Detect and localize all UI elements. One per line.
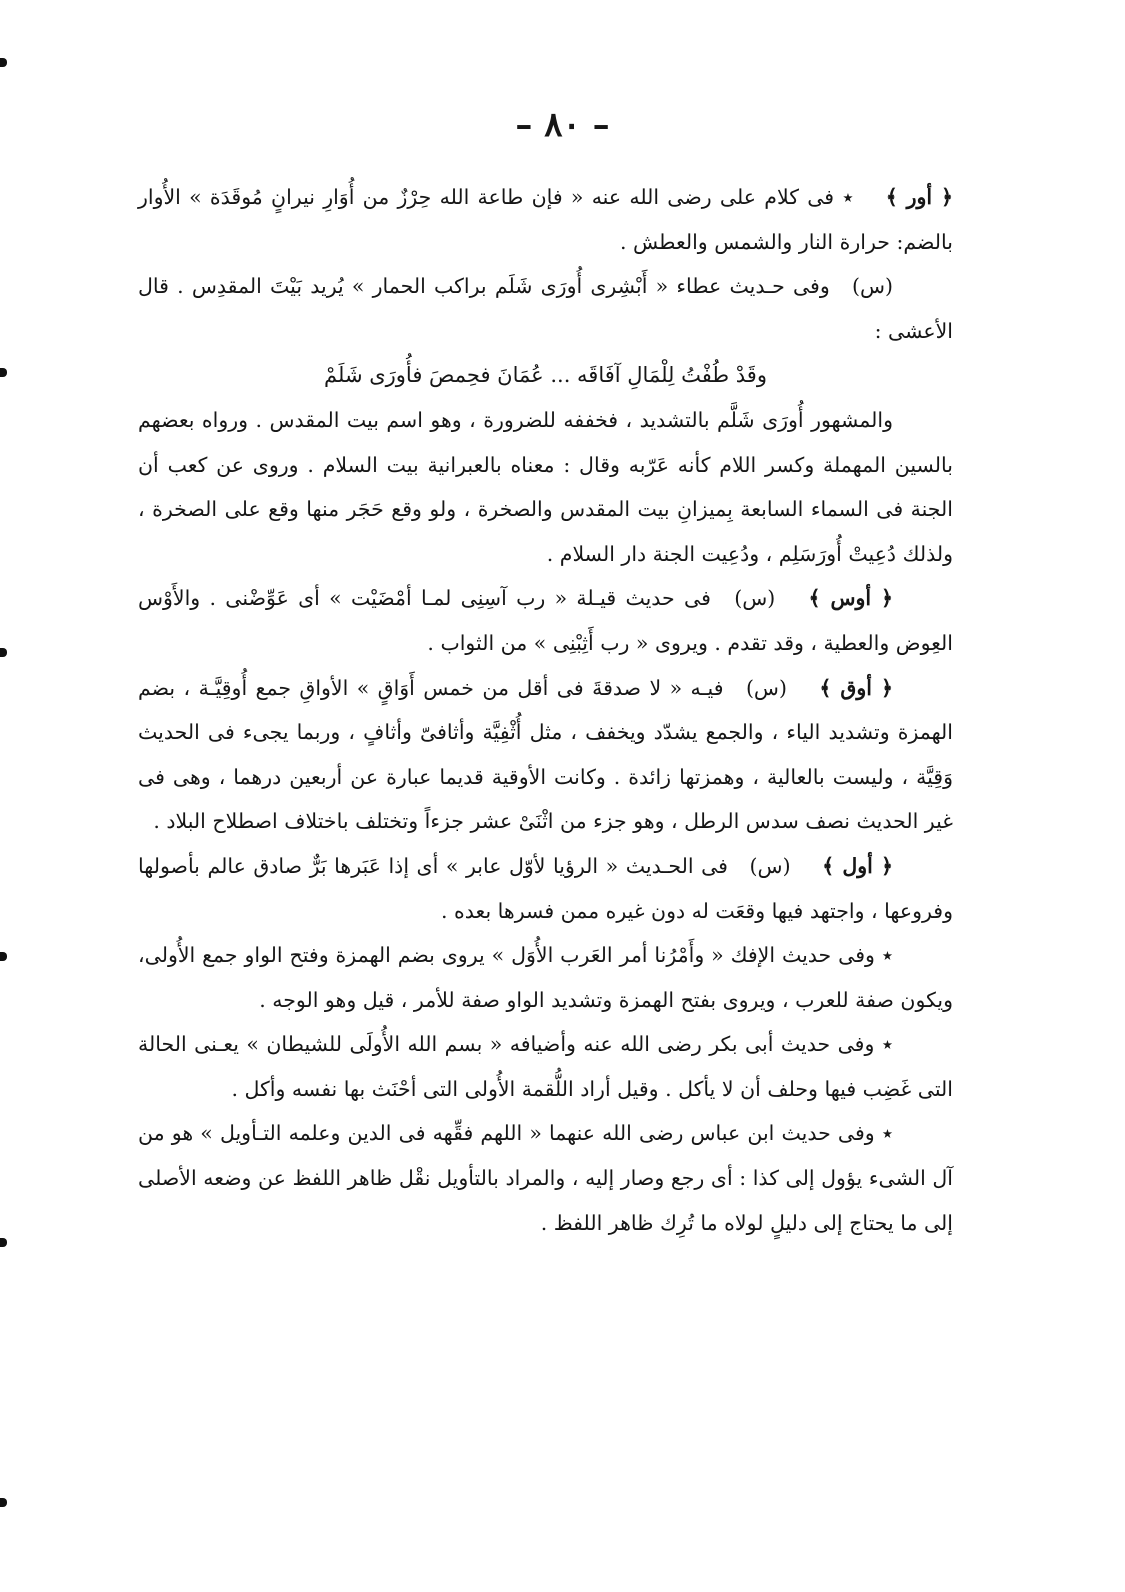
scan-edge-mark xyxy=(0,1238,7,1247)
entry-text: فيـه « لا صدقةَ فى أقل من خمس أَوَاقٍ » الأواقِ جمع أُوقِيَّـة ، بضم الهمزة وتشديد الياء ، والجمع يشدّد ويخفف ، مثل أُثْفِيَّة وأثافىّ وأثافٍ ، وربما يجىء فى الحديث وَقِيَّة ، وليست بالعالية ، وهمزتها زائدة . وكانت الأوقية قديما عبارة عن أربعين درهما ، وهى فى غير الحديث نصف سدس الرطل ، وهو جزء من اثْنَىْ عشر جزءاً وتختلف باختلاف اصطلاح البلاد . xyxy=(138,675,953,834)
source-tag: (س) xyxy=(734,586,776,611)
entry-awr-continued xyxy=(138,264,953,353)
entry-awr xyxy=(138,175,953,264)
body-text xyxy=(138,175,953,1245)
source-tag: (س) xyxy=(851,274,893,299)
poetry-verse: وقَدْ طُفْتُ لِلْمَالِ آفَاقَه ... عُمَانَ فحِمصَ فأُورَى شَلَمْ xyxy=(324,363,767,388)
entry-awl-ifk: ٭ وفى حديث الإفك « وأَمْرُنا أمر العَرب الأُوَل » يروى بضم الهمزة وفتح الواو جمع الأُولى، ويكون صفة للعرب ، ويروى بفتح الهمزة وتشديد الواو صفة للأمر ، قيل وهو الوجه . xyxy=(138,943,953,1012)
source-tag: (س) xyxy=(745,675,787,700)
entry-text: ٭ فى كلام على رضى الله عنه « فإن طاعة الله حِرْزٌ من أُوَارِ نيرانٍ مُوقَدَة » الأُوار بالضم: حرارة النار والشمس والعطش . xyxy=(138,185,953,254)
scan-edge-mark xyxy=(0,1498,7,1507)
entry-text: وفى حـديث عطاء « أَبْشِرى أُورَى شَلَم براكب الحمار » يُريد بَيْتَ المقدِس . قال الأعشى : xyxy=(138,274,953,343)
source-tag: (س) xyxy=(749,853,791,878)
entry-heading: ﴿ أوس ﴾ xyxy=(808,586,893,611)
entry-awl-ibnabbas: ٭ وفى حديث ابن عباس رضى الله عنهما « اللهم فقِّهه فى الدين وعلمه التـأويل » هو من آل الشىء يؤول إلى كذا : أى رجع وصار إليه ، والمراد بالتأويل نقْل ظاهر اللفظ عن وضعه الأصلى إلى ما يحتاج إلى دليلٍ لولاه ما تُرِك ظاهر اللفظ . xyxy=(138,1121,953,1235)
entry-aws xyxy=(138,576,953,665)
scan-edge-mark xyxy=(0,648,7,657)
scan-edge-mark xyxy=(0,58,7,67)
entry-heading: ﴿ أور ﴾ xyxy=(885,185,953,209)
entry-text: فى حديث قيـلة « رب آسِنِى لمـا أمْضَيْت » أى عَوِّضْنى . والأَوْس العِوض والعطية ، وقد تقدم . ويروى « رب أَثِبْنِى » من الثواب . xyxy=(138,586,953,655)
scan-edge-mark xyxy=(0,368,7,377)
page-number: – ٨٠ – xyxy=(515,105,610,145)
entry-awl-abubakr: ٭ وفى حديث أبى بكر رضى الله عنه وأضيافه « بسم الله الأُولَى للشيطان » يعـنى الحالة التى غَضِب فيها وحلف أن لا يأكل . وقيل أراد اللُّقمة الأُولى التى أحْنَث بها نفسه وأكل . xyxy=(138,1032,953,1101)
entry-awr-commentary: والمشهور أُورَى شَلَّم بالتشديد ، فخففه للضرورة ، وهو اسم بيت المقدس . ورواه بعضهم بالسين المهملة وكسر اللام كأنه عَرّبه وقال : معناه بالعبرانية بيت السلام . وروى عن كعب أن الجنة فى السماء السابعة بِميزانِ بيت المقدس والصخرة ، ولو وقع حَجَر منها وقع على الصخرة ، ولذلك دُعِيتْ أُورَسَلِم ، ودُعِيت الجنة دار السلام . xyxy=(138,407,953,566)
entry-heading: ﴿ أول ﴾ xyxy=(822,853,893,878)
entry-awq xyxy=(138,666,953,844)
entry-heading: ﴿ أوق ﴾ xyxy=(819,675,893,700)
scan-edge-mark xyxy=(0,952,7,961)
entry-awl xyxy=(138,844,953,933)
entry-text: فى الحـديث « الرؤيا لأوّل عابر » أى إذا عَبَرها بَرٌّ صادق عالم بأصولها وفروعها ، واجتهد فيها وقعَت له دون غيره ممن فسرها بعده . xyxy=(138,853,953,923)
